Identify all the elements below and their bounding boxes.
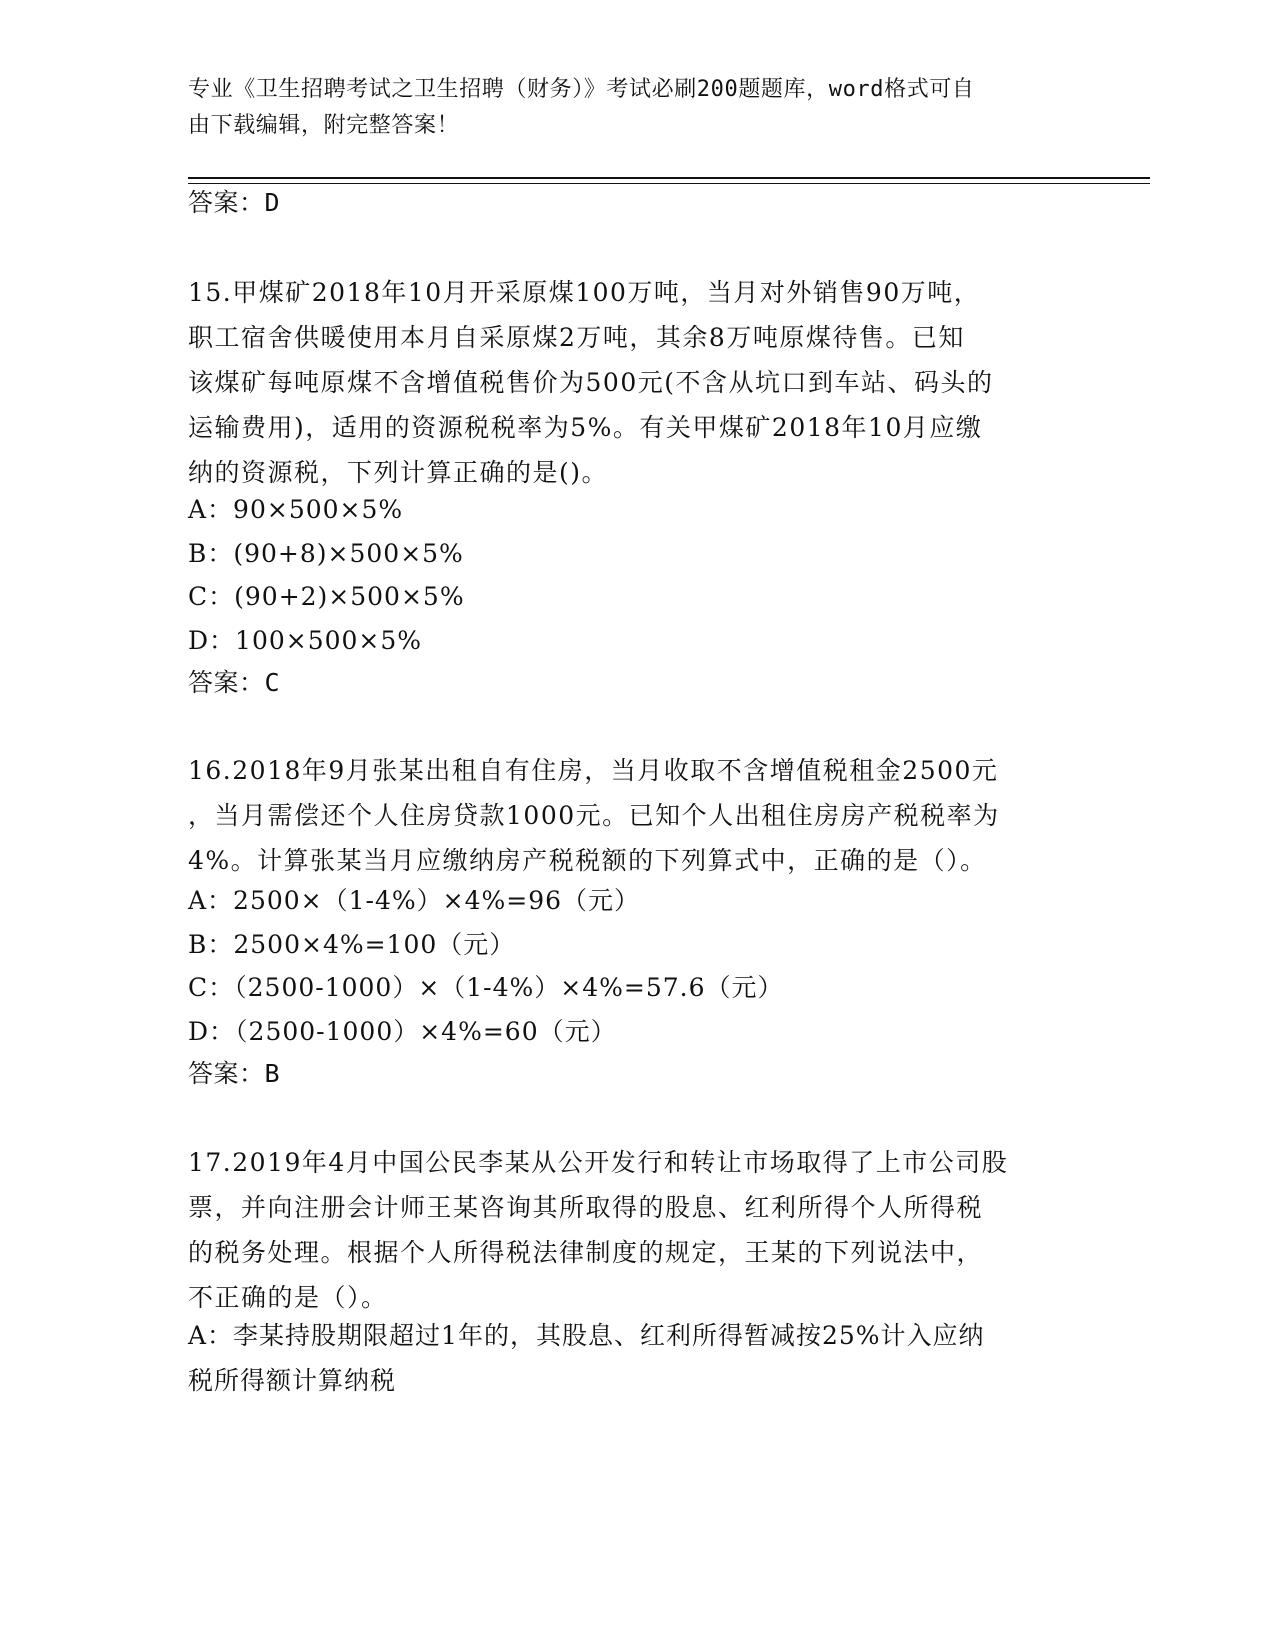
answer-15: 答案：C [188,668,281,697]
answer-16: 答案：B [188,1059,281,1088]
question-15-line: 职工宿舍供暖使用本月自采原煤2万吨，其余8万吨原煤待售。已知 [188,323,965,352]
question-15-line: 运输费用)，适用的资源税税率为5%。有关甲煤矿2018年10月应缴 [188,413,983,442]
question-17-option-a-line: A：李某持股期限超过1年的，其股息、红利所得暂减按25%计入应纳 [188,1321,985,1350]
question-15-line: 该煤矿每吨原煤不含增值税售价为500元(不含从坑口到车站、码头的 [188,368,994,397]
question-15-option-d: D：100×500×5% [188,626,423,655]
question-16-line: 16.2018年9月张某出租自有住房，当月收取不含增值税租金2500元 [188,756,999,785]
question-17-option-a [188,1313,1078,1403]
question-17-option-a-line: 税所得额计算纳税 [188,1366,397,1395]
question-15-option-b: B：(90+8)×500×5% [188,539,464,568]
question-15-option-a: A：90×500×5% [188,495,404,524]
header-line-2: 由下载编辑，附完整答案！ [188,113,460,138]
answer-14: 答案：D [188,188,281,217]
question-16-line: 4%。计算张某当月应缴纳房产税税额的下列算式中，正确的是（）。 [188,846,987,875]
question-16-option-c: C：（2500-1000）×（1-4%）×4%=57.6（元） [188,973,784,1002]
question-16-option-b: B：2500×4%=100（元） [188,930,516,959]
question-16 [188,748,1078,883]
question-15-option-c: C：(90+2)×500×5% [188,582,465,611]
question-17 [188,1140,1078,1320]
question-17-line: 不正确的是（）。 [188,1283,388,1312]
question-15 [188,270,1078,495]
question-16-option-d: D：（2500-1000）×4%=60（元） [188,1017,617,1046]
header-rule-thin [188,183,1150,184]
question-16-line: ，当月需偿还个人住房贷款1000元。已知个人出租住房房产税税率为 [188,801,1000,830]
question-17-line: 的税务处理。根据个人所得税法律制度的规定，王某的下列说法中， [188,1238,984,1267]
question-17-line: 票，并向注册会计师王某咨询其所取得的股息、红利所得个人所得税 [188,1193,984,1222]
page-header [188,72,1068,144]
header-rule-thick [188,177,1150,179]
question-15-line: 纳的资源税，下列计算正确的是()。 [188,458,609,487]
header-line-1: 专业《卫生招聘考试之卫生招聘（财务）》考试必刷200题题库，word格式可自 [188,77,975,102]
question-15-line: 15.甲煤矿2018年10月开采原煤100万吨，当月对外销售90万吨， [188,278,981,307]
question-16-option-a: A：2500×（1-4%）×4%=96（元） [188,886,641,915]
question-17-line: 17.2019年4月中国公民李某从公开发行和转让市场取得了上市公司股 [188,1148,1009,1177]
